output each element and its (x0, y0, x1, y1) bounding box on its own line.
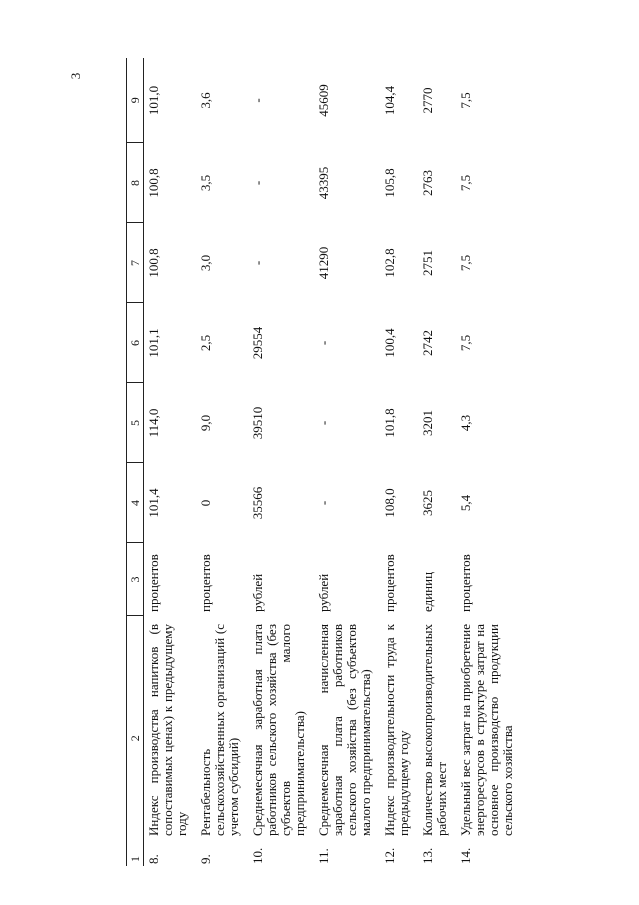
indicator-name: Количество высокопроизводительных рабочих мест (420, 624, 449, 836)
unit-cell: рублей (250, 573, 265, 612)
value-cell: 2763 (420, 170, 435, 196)
col-header-4: 4 (127, 463, 144, 543)
value-cell: 3,5 (198, 174, 213, 192)
value-cell: - (316, 340, 331, 346)
value-cell: 104,4 (382, 85, 397, 116)
col-header-3: 3 (127, 543, 144, 616)
row-number: 10. (250, 847, 265, 864)
value-cell: 100,4 (382, 328, 397, 358)
col-header-1: 1 (128, 856, 142, 862)
indicator-name: Среднемесячная начисленная заработная плата работников сельского хозяйства (без субъектов малого предпринимательства) (316, 624, 373, 836)
unit-cell: единиц (420, 571, 435, 612)
value-cell: - (316, 500, 331, 506)
value-cell: 7,5 (458, 334, 473, 352)
value-cell: 105,8 (382, 168, 397, 198)
indicator-name: Индекс производительности труда к предыдущему году (382, 624, 411, 836)
value-cell: 2751 (420, 250, 435, 276)
value-cell: 100,8 (146, 168, 161, 198)
value-cell: 2770 (420, 87, 435, 114)
indicator-name: Среднемесячная заработная плата работников сельского хозяйства (без субъектов малого предпринимательства) (250, 624, 307, 836)
indicator-cell (314, 616, 380, 866)
col-header-8: 8 (127, 143, 144, 223)
value-cell: 3,6 (198, 92, 213, 109)
value-cell: 2,5 (198, 334, 213, 352)
value-cell: 4,3 (458, 414, 473, 432)
value-cell: 100,8 (146, 248, 161, 278)
col-header-6: 6 (127, 303, 144, 383)
value-cell: 101,1 (146, 328, 161, 358)
rotated-table-container (126, 58, 613, 866)
col-header-5: 5 (127, 383, 144, 463)
row-number: 13. (420, 847, 435, 864)
indicator-cell (196, 616, 248, 866)
value-cell: 35566 (250, 486, 265, 520)
col-header-2: 2 (128, 735, 142, 742)
value-cell: 41290 (316, 246, 331, 280)
value-cell: 3201 (420, 410, 435, 436)
value-cell: 9,0 (198, 414, 213, 432)
indicator-cell (144, 616, 197, 866)
value-cell: 45609 (316, 84, 331, 117)
table-row (314, 58, 380, 866)
indicator-cell (456, 616, 522, 866)
value-cell: 101,4 (146, 488, 161, 518)
table-row (418, 58, 456, 866)
row-number: 9. (198, 854, 213, 864)
table-row (380, 58, 418, 866)
table-row (456, 58, 522, 866)
value-cell: 3,0 (198, 254, 213, 272)
unit-cell: процентов (146, 554, 161, 612)
indicator-name: Индекс производства напитков (в сопоставимых ценах) к предыдущему году (146, 624, 189, 836)
value-cell: - (250, 260, 265, 266)
row-number: 8. (146, 854, 161, 864)
value-cell: - (250, 98, 265, 103)
col-header-9: 9 (127, 58, 144, 143)
unit-cell: процентов (198, 554, 213, 612)
unit-cell: процентов (382, 554, 397, 612)
row-number: 12. (382, 847, 397, 864)
unit-cell: рублей (316, 573, 331, 612)
row-number: 11. (316, 848, 331, 864)
unit-cell: процентов (458, 554, 473, 612)
page-number: 3 (68, 72, 83, 80)
value-cell: 0 (198, 499, 213, 507)
indicator-cell (418, 616, 456, 866)
value-cell: - (316, 420, 331, 426)
value-cell: 7,5 (458, 92, 473, 109)
table-row (144, 58, 197, 866)
value-cell: 7,5 (458, 174, 473, 192)
value-cell: 29554 (250, 326, 265, 360)
indicators-table (126, 58, 522, 866)
value-cell: 102,8 (382, 248, 397, 278)
column-numbers-row (127, 58, 144, 866)
col-header-7: 7 (127, 223, 144, 303)
row-number: 14. (458, 847, 473, 864)
value-cell: 108,0 (382, 488, 397, 518)
indicator-cell (248, 616, 314, 866)
value-cell: 39510 (250, 406, 265, 440)
table-row (248, 58, 314, 866)
indicator-name: Удельный вес затрат на приобретение энергоресурсов в структуре затрат на основное производство продукции сельского хозяйства (458, 624, 515, 836)
value-cell: 5,4 (458, 494, 473, 512)
col-header (127, 616, 144, 866)
value-cell: 7,5 (458, 254, 473, 272)
indicator-name: Рентабельность сельскохозяйственных организаций (с учетом субсидий) (198, 624, 241, 836)
value-cell: 114,0 (146, 408, 161, 438)
value-cell: 3625 (420, 490, 435, 516)
value-cell: 43395 (316, 166, 331, 200)
table-row (196, 58, 248, 866)
value-cell: 101,8 (382, 408, 397, 438)
value-cell: 2742 (420, 330, 435, 356)
value-cell: 101,0 (146, 85, 161, 116)
indicator-cell (380, 616, 418, 866)
value-cell: - (250, 180, 265, 186)
